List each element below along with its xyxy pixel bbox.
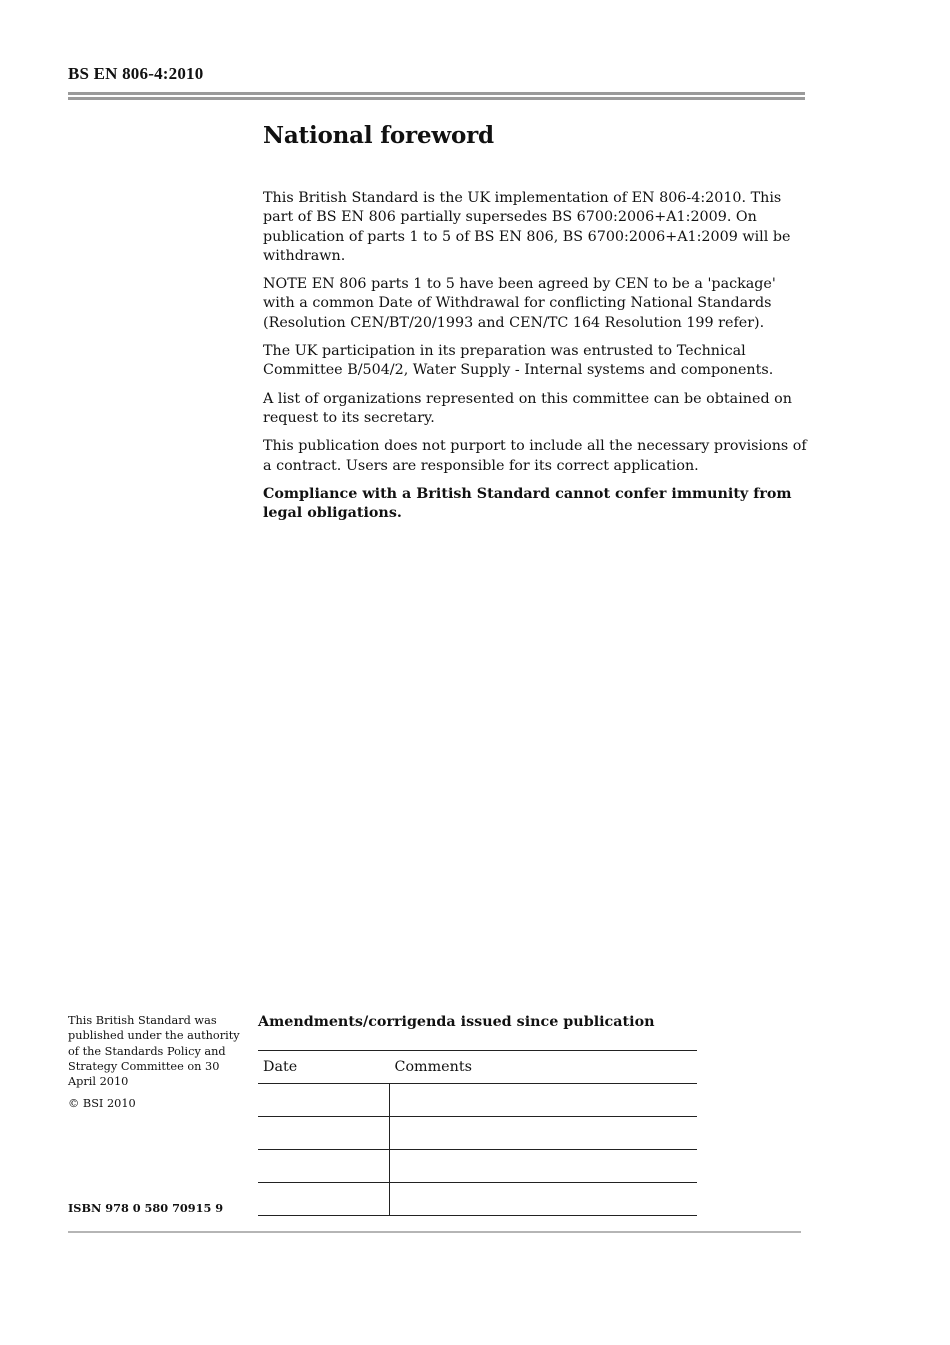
comments-cell	[390, 1084, 698, 1117]
date-cell	[258, 1084, 390, 1117]
table-row	[258, 1084, 697, 1117]
publication-note: This British Standard was published under the authority of the Standards Policy and Strategy Committee on 30 April 2010	[68, 1014, 240, 1089]
page-title: National foreword	[263, 122, 494, 149]
date-cell	[258, 1117, 390, 1150]
isbn: ISBN 978 0 580 70915 9	[68, 1201, 224, 1215]
foreword-paragraph: The UK participation in its preparation was entrusted to Technical Committee B/504/2, Water Supply - Internal systems and components.	[263, 343, 774, 379]
amendments-table	[258, 1050, 697, 1216]
table-row	[258, 1150, 697, 1183]
foreword-note: NOTE EN 806 parts 1 to 5 have been agreed by CEN to be a 'package' with a common Date of Withdrawal for conflicting National Standards (Resolution CEN/BT/20/1993 and CEN/TC 164 Resolution 199 refer).	[263, 276, 776, 331]
date-cell	[258, 1150, 390, 1183]
foreword-paragraph: This British Standard is the UK implementation of EN 806-4:2010. This part of BS EN 806 partially supersedes BS 6700:2006+A1:2009. On publication of parts 1 to 5 of BS EN 806, BS 6700:2006+A1:2009 will be withdrawn.	[263, 190, 791, 264]
comments-cell	[390, 1117, 698, 1150]
header-rule-upper	[68, 92, 805, 95]
amendments-title: Amendments/corrigenda issued since publication	[258, 1014, 655, 1030]
compliance-statement: Compliance with a British Standard cannot confer immunity from legal obligations.	[263, 485, 792, 522]
comments-column-header: Comments	[390, 1051, 698, 1084]
footer-rule	[68, 1231, 801, 1233]
table-row	[258, 1117, 697, 1150]
table-row	[258, 1183, 697, 1216]
table-header-row	[258, 1051, 697, 1084]
header-rule-lower	[68, 97, 805, 100]
comments-cell	[390, 1183, 698, 1216]
document-code: BS EN 806-4:2010	[68, 64, 204, 83]
foreword-body	[263, 189, 808, 532]
copyright-notice: © BSI 2010	[68, 1097, 136, 1111]
comments-cell	[390, 1150, 698, 1183]
date-cell	[258, 1183, 390, 1216]
date-column-header: Date	[258, 1051, 390, 1084]
foreword-paragraph: This publication does not purport to include all the necessary provisions of a contract. Users are responsible for its correct application.	[263, 438, 807, 474]
publication-sidebar	[68, 1013, 240, 1119]
foreword-paragraph: A list of organizations represented on this committee can be obtained on request to its secretary.	[263, 390, 792, 426]
